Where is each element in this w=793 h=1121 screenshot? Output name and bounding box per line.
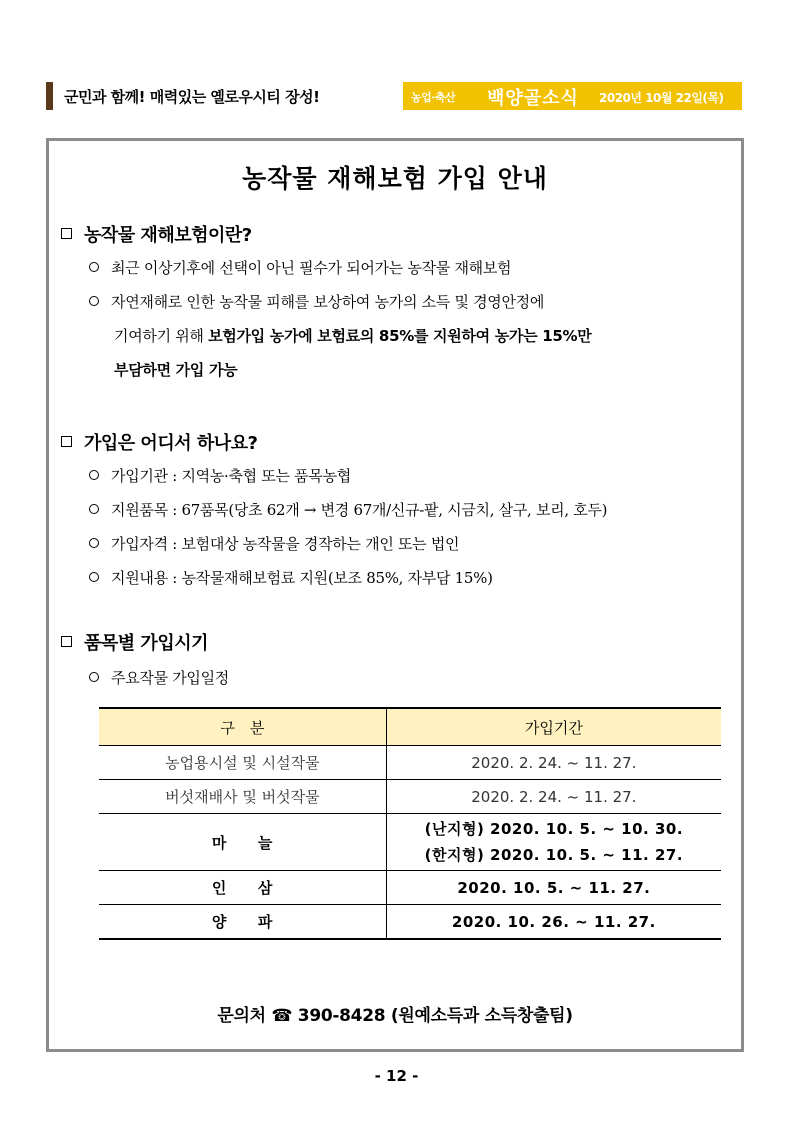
- header-period: 가입기간: [386, 708, 721, 746]
- page-header: [46, 80, 742, 112]
- circle-bullet-icon: [89, 262, 99, 272]
- table-header-row: [99, 708, 721, 746]
- list-item: 최근 이상기후에 선택이 아닌 필수가 되어가는 농작물 재해보험: [89, 257, 511, 278]
- circle-bullet-icon: [89, 296, 99, 306]
- crop-cell: 인 삼: [99, 871, 386, 905]
- section-heading-1: 농작물 재해보험이란?: [61, 221, 252, 247]
- list-item: 주요작물 가입일정: [89, 667, 229, 688]
- badge-date: 2020년 10월 22일(목): [599, 91, 724, 105]
- square-bullet-icon: [61, 636, 72, 647]
- crop-cell: 마 늘: [99, 814, 386, 871]
- newsletter-badge: [403, 82, 742, 110]
- list-item: 가입자격 : 보험대상 농작물을 경작하는 개인 또는 법인: [89, 533, 459, 554]
- header-category: 구 분: [99, 708, 386, 746]
- square-bullet-icon: [61, 228, 72, 239]
- table-row: [99, 905, 721, 940]
- circle-bullet-icon: [89, 504, 99, 514]
- period-cell: 2020. 10. 5. ~ 11. 27.: [386, 871, 721, 905]
- header-accent-bar: [46, 82, 53, 110]
- period-cell: 2020. 2. 24. ~ 11. 27.: [386, 746, 721, 780]
- circle-bullet-icon: [89, 538, 99, 548]
- circle-bullet-icon: [89, 672, 99, 682]
- list-item: 자연재해로 인한 농작물 피해를 보상하여 농가의 소득 및 경영안정에: [89, 291, 544, 312]
- list-item: 가입기관 : 지역농·축협 또는 품목농협: [89, 465, 351, 486]
- header-slogan: 군민과 함께! 매력있는 옐로우시티 장성!: [64, 88, 320, 106]
- enrollment-schedule-table: [99, 707, 721, 940]
- circle-bullet-icon: [89, 470, 99, 480]
- contact-info: 문의처 ☎ 390-8428 (원예소득과 소득창출팀): [217, 1006, 573, 1026]
- circle-bullet-icon: [89, 572, 99, 582]
- list-item-continuation: 기여하기 위해 보험가입 농가에 보험료의 85%를 지원하여 농가는 15%만: [114, 327, 592, 345]
- crop-cell: 양 파: [99, 905, 386, 940]
- table-row: [99, 871, 721, 905]
- section-heading-2: 가입은 어디서 하나요?: [61, 429, 257, 455]
- highlight-text-continued: 부담하면 가입 가능: [114, 361, 238, 379]
- period-cell: [386, 814, 721, 871]
- square-bullet-icon: [61, 436, 72, 447]
- article-box: [46, 138, 744, 1052]
- highlight-text: 보험가입 농가에 보험료의 85%를 지원하여 농가는 15%만: [208, 327, 592, 345]
- list-item: 지원내용 : 농작물재해보험료 지원(보조 85%, 자부담 15%): [89, 567, 493, 588]
- table-row: [99, 780, 721, 814]
- section-heading-3: 품목별 가입시기: [61, 629, 208, 655]
- article-title: 농작물 재해보험 가입 안내: [242, 164, 548, 193]
- period-cell: 2020. 2. 24. ~ 11. 27.: [386, 780, 721, 814]
- table-row: [99, 814, 721, 871]
- period-line: (한지형) 2020. 10. 5. ~ 11. 27.: [424, 846, 684, 864]
- crop-cell: 버섯재배사 및 버섯작물: [99, 780, 386, 814]
- period-line: (난지형) 2020. 10. 5. ~ 10. 30.: [424, 820, 684, 838]
- badge-category: 농업·축산: [411, 91, 456, 104]
- page-number: - 12 -: [374, 1067, 419, 1085]
- crop-cell: 농업용시설 및 시설작물: [99, 746, 386, 780]
- period-cell: 2020. 10. 26. ~ 11. 27.: [386, 905, 721, 940]
- table-row: [99, 746, 721, 780]
- list-item: 지원품목 : 67품목(당초 62개 → 변경 67개/신규-팥, 시금치, 살구, 보리, 호두): [89, 499, 607, 520]
- badge-newsletter-name: 백양골소식: [487, 88, 579, 109]
